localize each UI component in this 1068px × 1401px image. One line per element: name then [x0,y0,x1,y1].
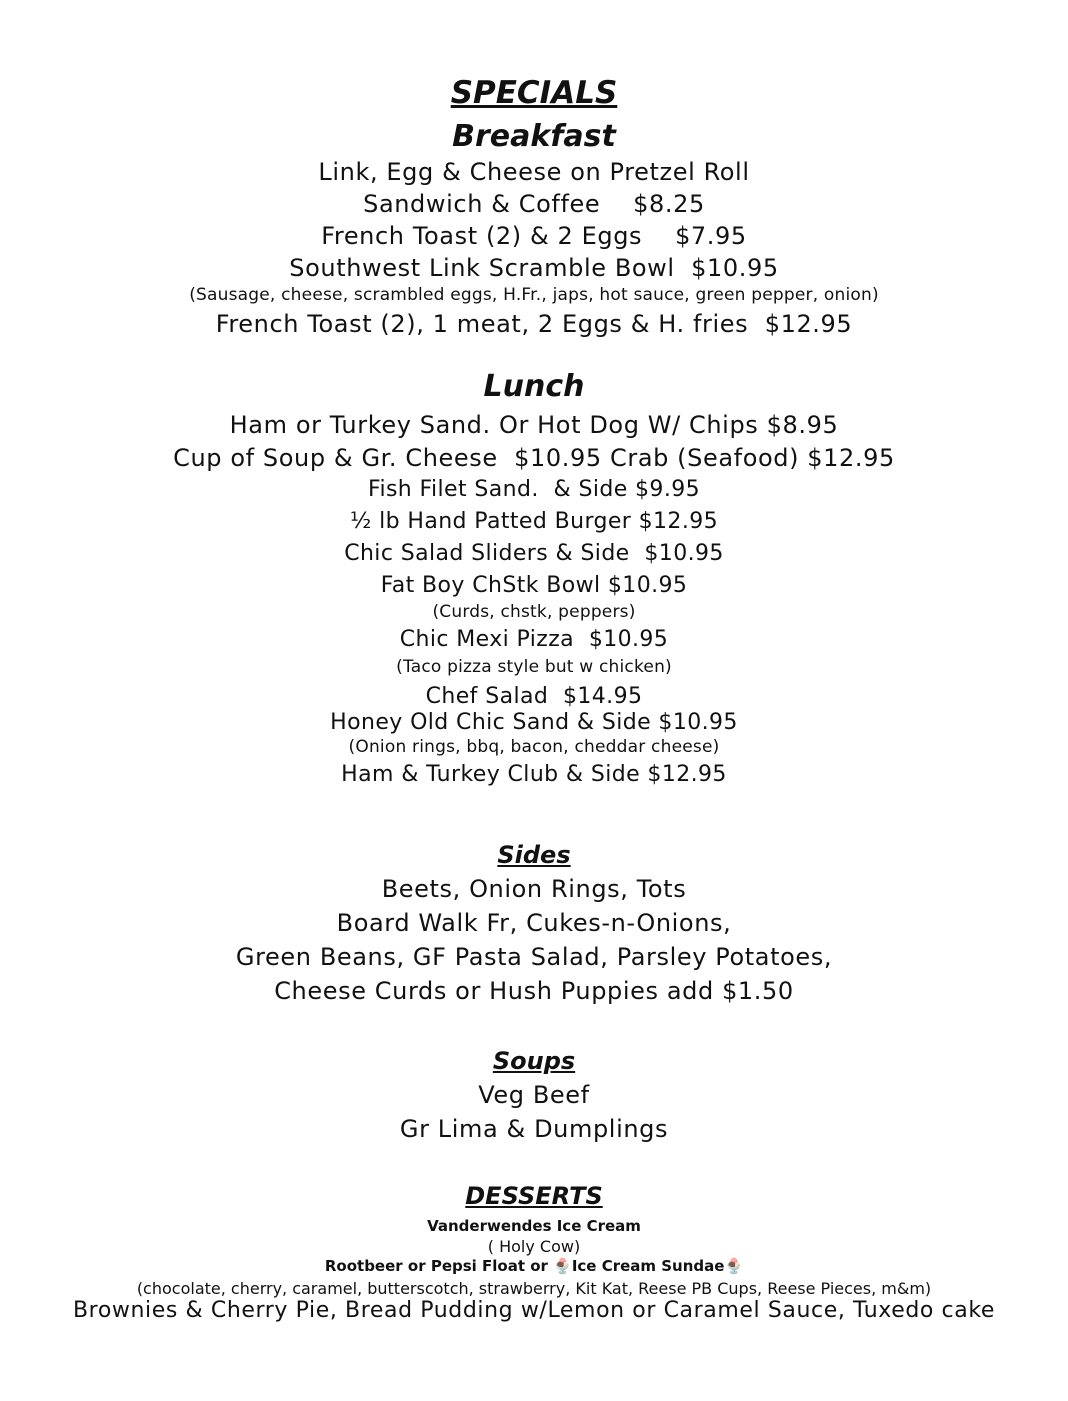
lunch-item-note: (Onion rings, bbq, bacon, cheddar cheese) [348,737,720,757]
sides-item: Beets, Onion Rings, Tots [381,875,687,903]
soups-item: Gr Lima & Dumplings [399,1115,669,1143]
sides-item: Board Walk Fr, Cukes-n-Onions, [336,909,732,937]
lunch-item: Ham or Turkey Sand. Or Hot Dog W/ Chips $8.95 [229,411,839,439]
lunch-item: Fish Filet Sand. & Side $9.95 [367,477,701,502]
breakfast-item-note: (Sausage, cheese, scrambled eggs, H.Fr., japs, hot sauce, green pepper, onion) [189,285,879,305]
breakfast-item: Link, Egg & Cheese on Pretzel Roll [318,158,750,186]
lunch-item: Chic Mexi Pizza $10.95 [399,627,669,652]
lunch-item: Honey Old Chic Sand & Side $10.95 [330,710,738,735]
desserts-item-note: ( Holy Cow) [487,1237,581,1256]
desserts-item: Vanderwendes Ice Cream [427,1217,641,1235]
sides-item: Cheese Curds or Hush Puppies add $1.50 [274,977,794,1005]
desserts-item: Brownies & Cherry Pie, Bread Pudding w/Lemon or Caramel Sauce, Tuxedo cake [72,1298,996,1323]
desserts-item: Rootbeer or Pepsi Float or 🍨Ice Cream Sundae🍨 [324,1257,744,1275]
breakfast-item: French Toast (2) & 2 Eggs $7.95 [321,222,747,250]
soups-item: Veg Beef [478,1081,590,1109]
breakfast-item: French Toast (2), 1 meat, 2 Eggs & H. fries $12.95 [215,310,853,338]
desserts-item-note: (chocolate, cherry, caramel, butterscotch, strawberry, Kit Kat, Reese PB Cups, Reese Pieces, m&m) [136,1279,932,1298]
breakfast-item: Southwest Link Scramble Bowl $10.95 [289,254,779,282]
lunch-item: ½ lb Hand Patted Burger $12.95 [349,509,719,534]
sides-heading: Sides [497,841,571,869]
lunch-item: Ham & Turkey Club & Side $12.95 [341,762,727,787]
breakfast-heading: Breakfast [452,119,616,154]
page-title: SPECIALS [450,75,618,111]
lunch-item: Cup of Soup & Gr. Cheese $10.95 Crab (Seafood) $12.95 [173,444,895,472]
sides-item: Green Beans, GF Pasta Salad, Parsley Potatoes, [235,943,833,971]
breakfast-item: Sandwich & Coffee $8.25 [363,190,705,218]
lunch-heading: Lunch [483,369,585,404]
lunch-item: Chef Salad $14.95 [425,684,643,709]
soups-heading: Soups [492,1047,576,1075]
lunch-item: Fat Boy ChStk Bowl $10.95 [380,573,688,598]
desserts-heading: DESSERTS [465,1182,603,1210]
lunch-item-note: (Taco pizza style but w chicken) [396,657,672,677]
lunch-item: Chic Salad Sliders & Side $10.95 [344,541,724,566]
lunch-item-note: (Curds, chstk, peppers) [432,602,636,622]
